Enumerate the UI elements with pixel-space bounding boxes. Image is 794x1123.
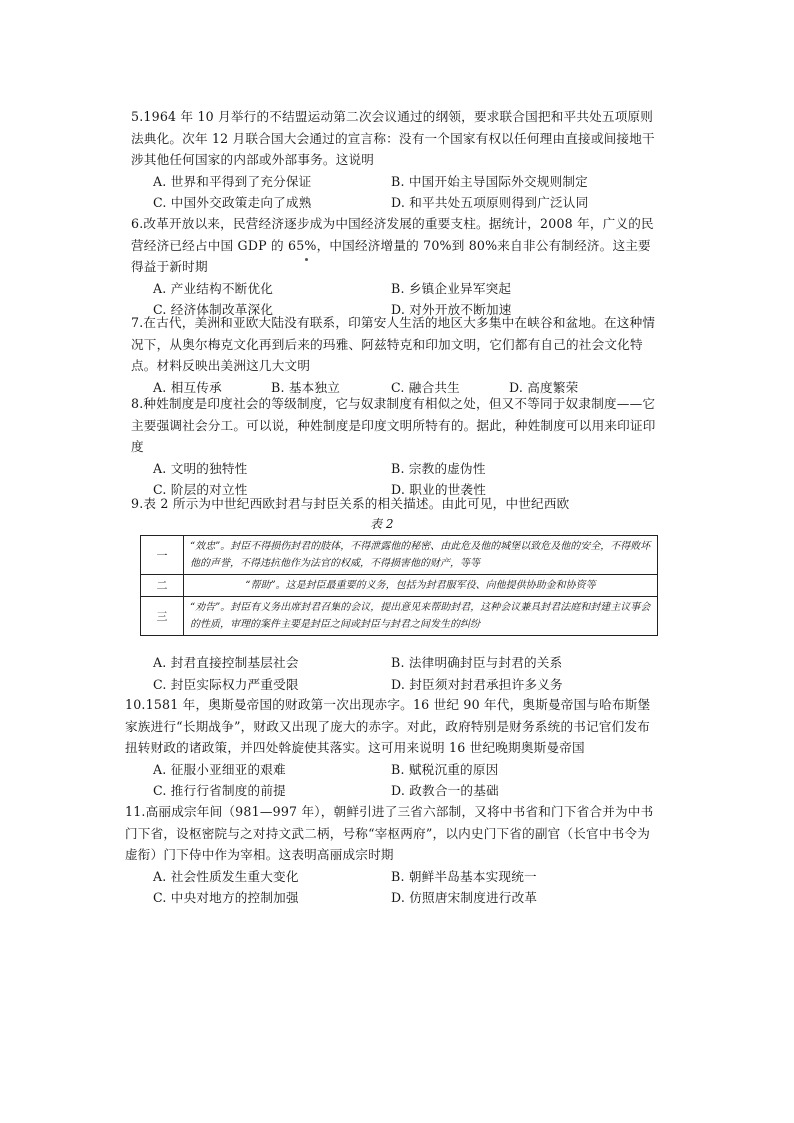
options-row (131, 171, 661, 193)
options-row (131, 278, 661, 300)
question-stem: 7.在古代，美洲和亚欧大陆没有联系，印第安人生活的地区大多集中在峡谷和盆地。在这种情况下，从奥尔梅克文化再到后来的玛雅、阿兹特克和印加文明，它们都有自己的社会文化特点。材料反映出美洲这几大文明 (131, 315, 656, 373)
option-b[interactable]: B. 法律明确封臣与封君的关系 (391, 655, 563, 670)
option-d[interactable]: D. 封臣须对封君承担许多义务 (391, 676, 563, 692)
option-a[interactable]: A. 世界和平得到了充分保证 (153, 173, 312, 189)
option-c[interactable]: C. 推行行省制度的前提 (153, 783, 286, 798)
table-caption: 表 2 (370, 517, 394, 531)
row-text: “帮助”。这是封臣最重要的义务，包括为封君服军役、向他提供协助金和协资等 (184, 575, 658, 597)
options-row (131, 192, 661, 214)
option-c[interactable]: C. 经济体制改革深化 (153, 302, 274, 317)
option-d[interactable]: D. 职业的世袭性 (391, 482, 487, 497)
option-b[interactable]: B. 赋税沉重的原因 (391, 761, 499, 777)
table-row (141, 536, 658, 575)
row-number: 三 (141, 597, 184, 636)
options-row (131, 652, 661, 674)
options-row (125, 866, 661, 888)
question-10 (125, 694, 661, 802)
option-b[interactable]: B. 乡镇企业异军突起 (391, 280, 512, 296)
feudal-relations-table (140, 535, 658, 636)
options-row (125, 759, 661, 781)
option-a[interactable]: A. 封君直接控制基层社会 (153, 655, 299, 670)
question-5 (131, 106, 661, 214)
question-7 (131, 312, 661, 398)
option-d[interactable]: D. 政教合一的基础 (391, 783, 499, 798)
options-row (131, 458, 661, 480)
option-c[interactable]: C. 阶层的对立性 (153, 482, 248, 497)
option-b[interactable]: B. 宗教的虚伪性 (391, 460, 486, 476)
option-d[interactable]: D. 高度繁荣 (509, 379, 579, 395)
row-number: 二 (141, 575, 184, 597)
question-stem: 8.种姓制度是印度社会的等级制度，它与奴隶制度有相似之处，但又不等同于奴隶制度——它主要强调社会分工。可以说，种姓制度是印度文明所特有的。据此，种姓制度可以用来印证印度 (131, 396, 656, 454)
option-c[interactable]: C. 封臣实际权力严重受限 (153, 676, 299, 692)
table-row (141, 597, 658, 636)
option-a[interactable]: A. 文明的独特性 (153, 460, 248, 476)
question-9-options (131, 652, 661, 695)
scan-speck (305, 258, 308, 261)
option-d[interactable]: D. 对外开放不断加速 (391, 302, 512, 317)
options-row (131, 674, 661, 696)
option-a[interactable]: A. 产业结构不断优化 (153, 280, 274, 296)
option-a[interactable]: A. 征服小亚细亚的艰难 (153, 761, 286, 777)
option-d[interactable]: D. 和平共处五项原则得到广泛认同 (391, 195, 589, 210)
table-row (141, 575, 658, 597)
question-stem: 5.1964 年 10 月举行的不结盟运动第二次会议通过的纲领，要求联合国把和平共处五项原则法典化。次年 12 月联合国大会通过的宣言称：没有一个国家有权以任何理由直接或间接地干涉其他任何国家的内部或外部事务。这说明 (131, 109, 655, 167)
option-a[interactable]: A. 相互传承 (153, 379, 222, 395)
row-text: “效忠”。封臣不得损伤封君的肢体，不得泄露他的秘密、由此危及他的城堡以致危及他的安全，不得败坏他的声誉，不得违抗他作为法官的权威，不得损害他的财产，等等 (184, 536, 658, 575)
question-stem: 10.1581 年，奥斯曼帝国的财政第一次出现赤字。16 世纪 90 年代，奥斯曼帝国与哈布斯堡家族进行“长期战争”，财政又出现了庞大的赤字。对此，政府特别是财务系统的书记官们发布扭转财政的诸政策，并四处斡旋使其落实。这可用来说明 16 世纪晚期奥斯曼帝国 (125, 697, 651, 755)
question-stem: 9.表 2 所示为中世纪西欧封君与封臣关系的相关描述。由此可见，中世纪西欧 (131, 496, 570, 511)
options-row (125, 887, 661, 909)
question-11 (125, 801, 661, 909)
question-stem: 6.改革开放以来，民营经济逐步成为中国经济发展的重要支柱。据统计，2008 年，广义的民营经济已经占中国 GDP 的 65%，中国经济增量的 70%到 80%来自非公有制经济。这主要得益于新时期 (131, 216, 654, 274)
options-row (125, 780, 661, 802)
row-text: “劝告”。封臣有义务出席封君召集的会议，提出意见来帮助封君，这种会议兼具封君法庭和封建主议事会的性质，审理的案件主要是封臣之间或封臣与封君之间发生的纠纷 (184, 597, 658, 636)
option-b[interactable]: B. 基本独立 (271, 379, 341, 395)
option-b[interactable]: B. 中国开始主导国际外交规则制定 (391, 173, 588, 189)
question-9 (131, 493, 661, 515)
row-number: 一 (141, 536, 184, 575)
question-stem: 11.高丽成宗年间（981—997 年），朝鲜引进了三省六部制，又将中书省和门下省合并为中书门下省，设枢密院与之对持文武二柄，号称“宰枢两府”，以内史门下省的副官（长官中书令为虚衔）门下侍中作为宰相。这表明高丽成宗时期 (125, 804, 654, 862)
option-c[interactable]: C. 中国外交政策走向了成熟 (153, 195, 312, 210)
option-d[interactable]: D. 仿照唐宋制度进行改革 (391, 890, 538, 905)
option-c[interactable]: C. 中央对地方的控制加强 (153, 890, 299, 905)
option-b[interactable]: B. 朝鲜半岛基本实现统一 (391, 868, 537, 884)
question-6 (131, 213, 661, 321)
option-a[interactable]: A. 社会性质发生重大变化 (153, 868, 299, 884)
option-c[interactable]: C. 融合共生 (391, 379, 460, 395)
question-8 (131, 393, 661, 501)
